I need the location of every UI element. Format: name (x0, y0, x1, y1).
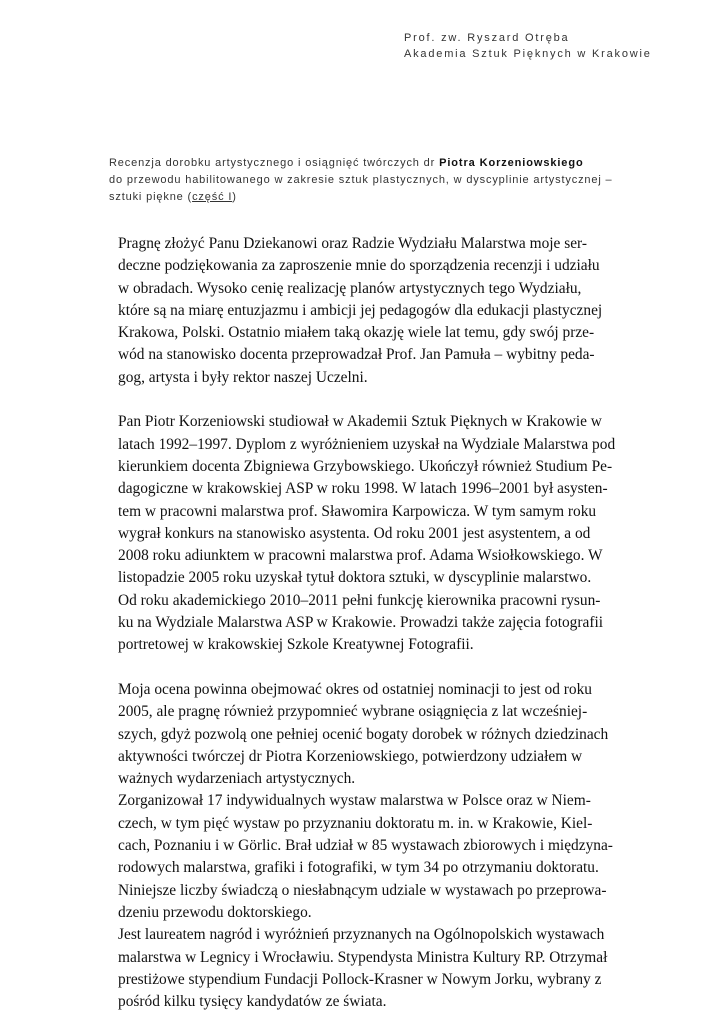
paragraph (118, 411, 698, 656)
paragraph-line: Pan Piotr Korzeniowski studiował w Akademii Sztuk Pięknych w Krakowie w (118, 413, 602, 431)
paragraph-line: Zorganizował 17 indywidualnych wystaw malarstwa w Polsce oraz w Niem- (118, 792, 591, 810)
paragraph-gap (118, 389, 698, 411)
paragraph-line: ważnych wydarzeniach artystycznych. (118, 770, 356, 788)
paragraph-line: malarstwa w Legnicy i Wrocławiu. Stypendysta Ministra Kultury RP. Otrzymał (118, 948, 608, 966)
candidate-name: Piotra Korzeniowskiego (439, 157, 584, 169)
paragraph-line: czech, w tym pięć wystaw po przyznaniu doktoratu m. in. w Krakowie, Kiel- (118, 814, 593, 832)
paragraph-line: kierunkiem docenta Zbigniewa Grzybowskiego. Ukończył również Studium Pe- (118, 457, 613, 475)
paragraph-line: pośród kilku tysięcy kandydatów ze świata. (118, 993, 387, 1011)
paragraph-line: cach, Poznaniu i w Görlic. Brał udział w 85 wystawach zbiorowych i międzyna- (118, 837, 613, 855)
paragraph-line: 2005, ale pragnę również przypomnieć wybrane osiągnięcia z lat wcześniej- (118, 703, 588, 721)
paragraph-line: wód na stanowisko docenta przeprowadzał Prof. Jan Pamuła – wybitny peda- (118, 346, 595, 364)
paragraph-gap (118, 657, 698, 679)
paragraph-line: dzeniu przewodu doktorskiego. (118, 903, 312, 921)
paragraph-line: które są na miarę entuzjazmu i ambicji jej pedagogów dla edukacji plastycznej (118, 301, 603, 319)
intro-line-3-suffix: ) (232, 191, 237, 203)
author-block (404, 30, 704, 62)
paragraph-line: portretowej w krakowskiej Szkole Kreatywnej Fotografii. (118, 636, 474, 654)
review-body (118, 233, 698, 1013)
paragraph-line: deczne podziękowania za zaproszenie mnie do sporządzenia recenzji i udziału (118, 257, 600, 275)
author-affiliation: Akademia Sztuk Pięknych w Krakowie (404, 48, 652, 60)
paragraph-line: tem w pracowni malarstwa prof. Sławomira Karpowicza. W tym samym roku (118, 502, 597, 520)
paragraph-line: latach 1992–1997. Dyplom z wyróżnieniem uzyskał na Wydziale Malarstwa pod (118, 435, 616, 453)
paragraph-line: ku na Wydziale Malarstwa ASP w Krakowie. Prowadzi także zajęcia fotografii (118, 614, 603, 632)
intro-line-3 (109, 189, 694, 206)
paragraph-line: listopadzie 2005 roku uzyskał tytuł doktora sztuki, w dyscyplinie malarstwo. (118, 569, 592, 587)
paragraph-line: wygrał konkurs na stanowisko asystenta. Od roku 2001 jest asystentem, a od (118, 524, 591, 542)
author-name: Prof. zw. Ryszard Otręba (404, 32, 570, 44)
intro-line-2: do przewodu habilitowanego w zakresie sztuk plastycznych, w dyscyplinie artystycznej – (109, 174, 613, 186)
paragraph-line: dagogiczne w krakowskiej ASP w roku 1998. W latach 1996–2001 był asysten- (118, 480, 608, 498)
paragraph-line: w obradach. Wysoko cenię realizację planów artystycznych tego Wydziału, (118, 279, 582, 297)
paragraph-line: Krakowa, Polski. Ostatnio miałem taką okazję wiele lat temu, gdy swój prze- (118, 324, 595, 342)
paragraph-line: Pragnę złożyć Panu Dziekanowi oraz Radzie Wydziału Malarstwa moje ser- (118, 235, 588, 252)
intro-line-1 (109, 155, 694, 172)
paragraph-line: Moja ocena powinna obejmować okres od ostatniej nominacji to jest od roku (118, 680, 593, 698)
intro-line-3-prefix: sztuki piękne ( (109, 191, 193, 203)
review-intro (109, 155, 694, 206)
paragraph-line: Jest laureatem nagród i wyróżnień przyznanych na Ogólnopolskich wystawach (118, 926, 605, 944)
part-one-link[interactable]: część I (192, 191, 233, 203)
paragraph-line: 2008 roku adiunktem w pracowni malarstwa prof. Adama Wsiołkowskiego. W (118, 547, 603, 565)
paragraph-line: prestiżowe stypendium Fundacji Pollock-Krasner w Nowym Jorku, wybrany z (118, 970, 602, 988)
paragraph (118, 679, 698, 1013)
paragraph (118, 233, 698, 389)
paragraph-line: szych, gdyż pozwolą one pełniej ocenić bogaty dorobek w różnych dziedzinach (118, 725, 609, 743)
paragraph-line: rodowych malarstwa, grafiki i fotografiki, w tym 34 po otrzymaniu doktoratu. (118, 859, 599, 877)
paragraph-line: Niniejsze liczby świadczą o niesłabnącym udziale w wystawach po przeprowa- (118, 881, 607, 899)
paragraph-line: gog, artysta i były rektor naszej Uczelni. (118, 368, 368, 386)
paragraph-line: aktywności twórczej dr Piotra Korzeniowskiego, potwierdzony udziałem w (118, 747, 583, 765)
intro-line-1-text: Recenzja dorobku artystycznego i osiągnięć twórczych dr (109, 157, 440, 169)
paragraph-line: Od roku akademickiego 2010–2011 pełni funkcję kierownika pracowni rysun- (118, 591, 601, 609)
